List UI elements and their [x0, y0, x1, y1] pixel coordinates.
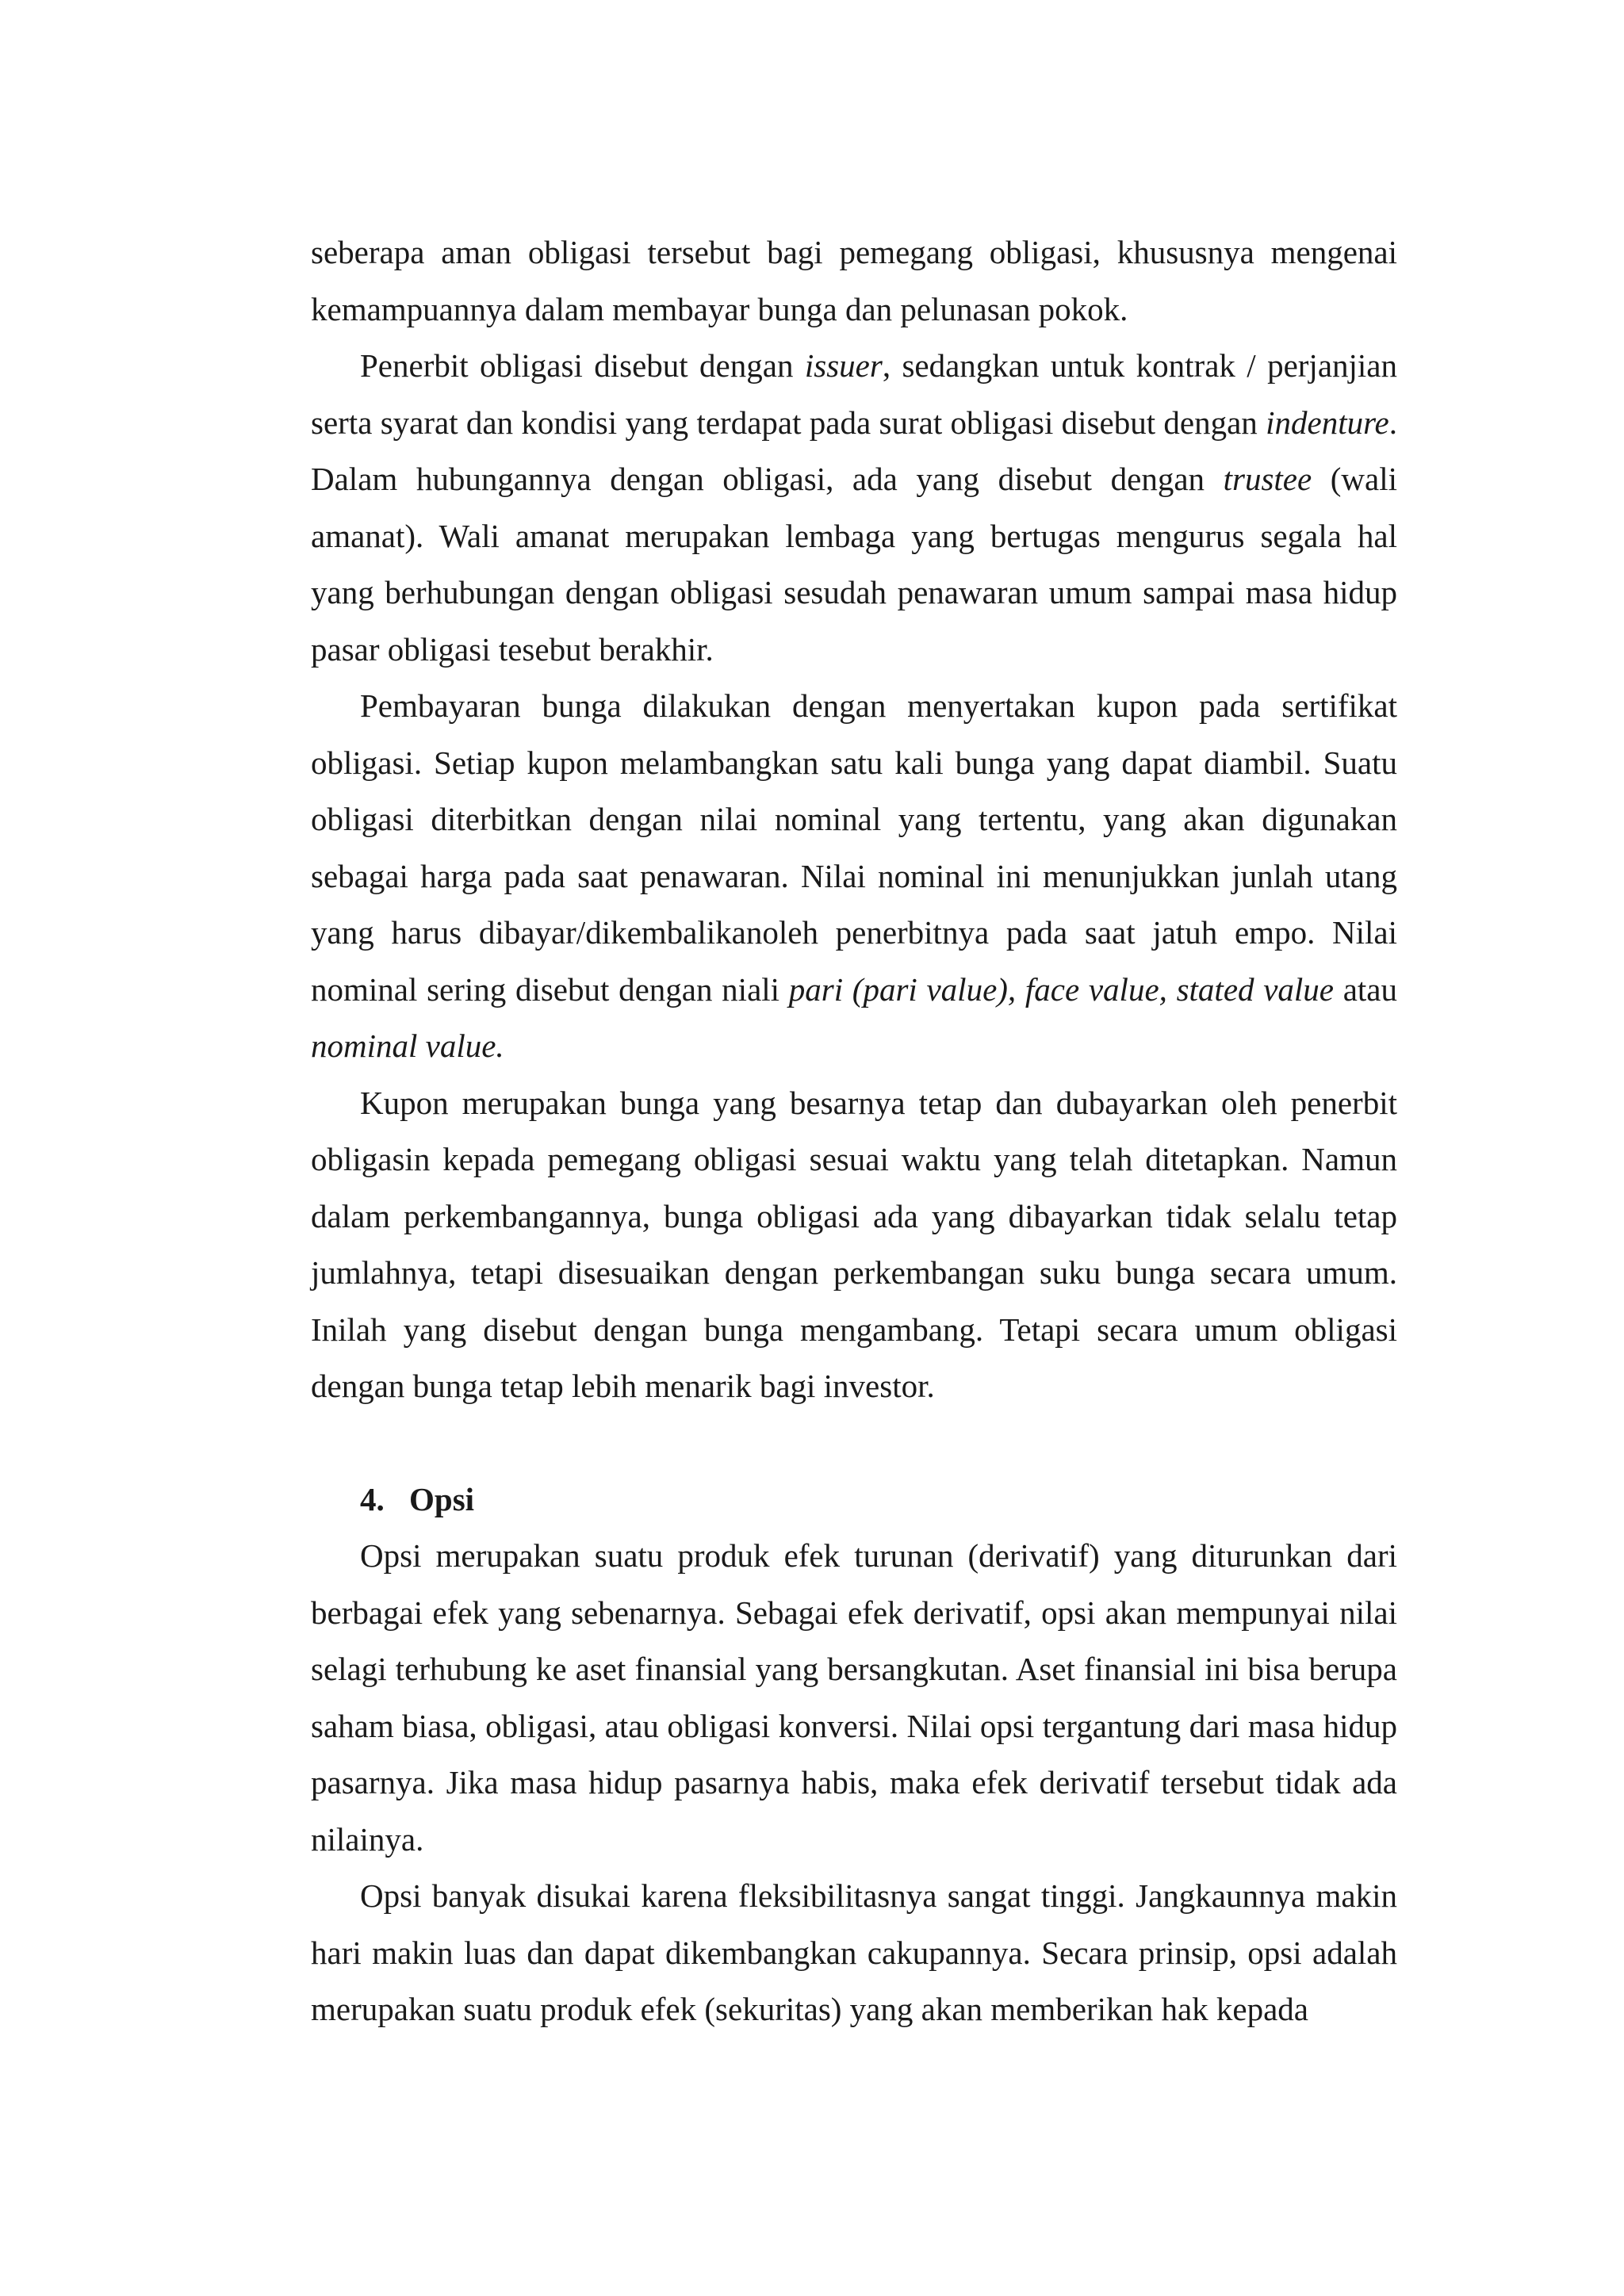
- italic-term: issuer: [804, 347, 883, 384]
- italic-term: nominal value.: [311, 1027, 504, 1064]
- section-number: 4.: [360, 1480, 385, 1517]
- text-run: Kupon merupakan bunga yang besarnya tetap dan dubayarkan oleh penerbit obligasin kepada pemegang obligasi sesuai waktu yang telah ditetapkan. Namun dalam perkembangannya, bunga obligasi ada yang dibayarkan tidak selalu tetap jumlahnya, tetapi disesuaikan dengan perkembangan suku bunga secara umum. Inilah yang disebut dengan bunga mengambang. Tetapi secara umum obligasi dengan bunga tetap lebih menarik bagi investor.: [311, 1084, 1397, 1404]
- paragraph-p3: [311, 678, 1397, 1075]
- paragraph-p5: [311, 1528, 1397, 1868]
- italic-term: indenture: [1266, 404, 1389, 441]
- section-title: Opsi: [409, 1480, 475, 1517]
- text-run: seberapa aman obligasi tersebut bagi pemegang obligasi, khususnya mengenai kemampuannya dalam membayar bunga dan pelunasan pokok.: [311, 234, 1397, 327]
- text-run: , sedangkan untuk kontrak / perjanjian serta syarat dan kondisi yang terdapat pada surat obligasi disebut dengan: [311, 347, 1397, 441]
- body-text-section: [311, 1528, 1397, 2038]
- text-run: atau: [1334, 970, 1397, 1008]
- italic-term: trustee: [1223, 461, 1312, 497]
- paragraph-p2: [311, 338, 1397, 678]
- text-run: . Dalam hubungannya dengan obligasi, ada yang disebut dengan: [311, 404, 1397, 497]
- document-page: [311, 224, 1397, 2038]
- body-text-top: [311, 224, 1397, 1415]
- text-run: Penerbit obligasi disebut dengan: [360, 347, 805, 384]
- text-run: Opsi banyak disukai karena fleksibilitasnya sangat tinggi. Jangkaunnya makin hari makin luas dan dapat dikembangkan cakupannya. Secara prinsip, opsi adalah merupakan suatu produk efek (sekuritas) yang akan memberikan hak kepada: [311, 1877, 1397, 2027]
- paragraph-p6: [311, 1868, 1397, 2038]
- text-run: (wali amanat). Wali amanat merupakan lembaga yang bertugas mengurus segala hal yang berhubungan dengan obligasi sesudah penawaran umum sampai masa hidup pasar obligasi tesebut berakhir.: [311, 461, 1397, 668]
- italic-term: pari (pari value), face value, stated value: [788, 970, 1334, 1008]
- paragraph-p1: [311, 224, 1397, 338]
- text-run: Pembayaran bunga dilakukan dengan menyertakan kupon pada sertifikat obligasi. Setiap kupon melambangkan satu kali bunga yang dapat diambil. Suatu obligasi diterbitkan dengan nilai nominal yang tertentu, yang akan digunakan sebagai harga pada saat penawaran. Nilai nominal ini menunjukkan junlah utang yang harus dibayar/dikembalikanoleh penerbitnya pada saat jatuh empo. Nilai nominal sering disebut dengan niali: [311, 687, 1397, 1008]
- section-heading: [311, 1471, 1397, 1529]
- text-run: Opsi merupakan suatu produk efek turunan (derivatif) yang diturunkan dari berbagai efek yang sebenarnya. Sebagai efek derivatif, opsi akan mempunyai nilai selagi terhubung ke aset finansial yang bersangkutan. Aset finansial ini bisa berupa saham biasa, obligasi, atau obligasi konversi. Nilai opsi tergantung dari masa hidup pasarnya. Jika masa hidup pasarnya habis, maka efek derivatif tersebut tidak ada nilainya.: [311, 1537, 1397, 1858]
- paragraph-p4: [311, 1075, 1397, 1415]
